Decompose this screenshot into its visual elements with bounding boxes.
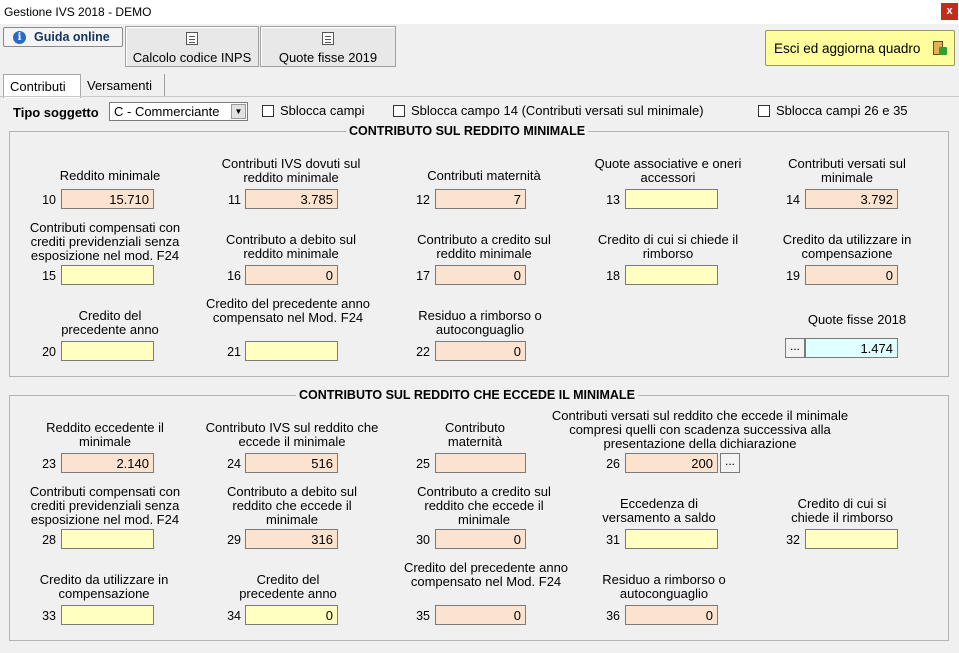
number-32: 32	[786, 533, 800, 547]
field-12[interactable]: 7	[435, 189, 526, 209]
field-20[interactable]	[61, 341, 154, 361]
calcolo-codice-inps-button[interactable]	[125, 26, 259, 67]
label-13: Quote associative e oneri accessori	[594, 156, 742, 185]
field-35[interactable]: 0	[435, 605, 526, 625]
number-34: 34	[227, 609, 241, 623]
field-10[interactable]: 15.710	[61, 189, 154, 209]
number-30: 30	[416, 533, 430, 547]
field-17[interactable]: 0	[435, 265, 526, 285]
label-14: Contributi versati sul minimale	[788, 156, 906, 185]
number-14: 14	[786, 193, 800, 207]
number-25: 25	[416, 457, 430, 471]
number-15: 15	[42, 269, 56, 283]
field-19[interactable]: 0	[805, 265, 898, 285]
label-17: Contributo a credito sul reddito minimale	[417, 232, 551, 261]
number-17: 17	[416, 269, 430, 283]
guida-online-button[interactable]	[3, 27, 123, 47]
number-36: 36	[606, 609, 620, 623]
group-eccede-title: CONTRIBUTO SUL REDDITO CHE ECCEDE IL MINIMALE	[296, 388, 638, 402]
tab-contributi[interactable]: Contributi	[3, 74, 81, 98]
exit-arrow-icon	[939, 47, 947, 55]
field-18[interactable]	[625, 265, 718, 285]
label-16: Contributo a debito sul reddito minimale	[225, 232, 357, 261]
field-15[interactable]	[61, 265, 154, 285]
field-11[interactable]: 3.785	[245, 189, 338, 209]
field-32[interactable]	[805, 529, 898, 549]
number-24: 24	[227, 457, 241, 471]
number-20: 20	[42, 345, 56, 359]
sblocca-campi-label: Sblocca campi	[280, 103, 365, 118]
label-20: Credito del precedente anno	[61, 308, 159, 337]
tipo-soggetto-select[interactable]	[109, 102, 248, 121]
number-31: 31	[606, 533, 620, 547]
guida-online-label: Guida online	[34, 30, 110, 44]
field-31[interactable]	[625, 529, 718, 549]
label-28: Contributi compensati con crediti previdenziali senza esposizione nel mod. F24	[29, 484, 181, 527]
number-23: 23	[42, 457, 56, 471]
sblocca-campo-14-checkbox[interactable]	[393, 105, 405, 117]
field-23[interactable]: 2.140	[61, 453, 154, 473]
number-12: 12	[416, 193, 430, 207]
number-29: 29	[227, 533, 241, 547]
quote-label: Quote fisse 2019	[278, 50, 378, 65]
number-22: 22	[416, 345, 430, 359]
label-33: Credito da utilizzare in compensazione	[39, 572, 169, 601]
number-13: 13	[606, 193, 620, 207]
number-21: 21	[227, 345, 241, 359]
label-36: Residuo a rimborso o autoconguaglio	[602, 572, 726, 601]
label-25: Contributo maternità	[445, 420, 505, 449]
label-35: Credito del precedente anno compensato nel Mod. F24	[403, 560, 569, 589]
field-25[interactable]	[435, 453, 526, 473]
tab-divider	[0, 96, 959, 97]
number-10: 10	[42, 193, 56, 207]
quote-fisse-2019-button[interactable]	[260, 26, 396, 67]
group-minimale-title: CONTRIBUTO SUL REDDITO MINIMALE	[346, 124, 588, 138]
number-35: 35	[416, 609, 430, 623]
label-19: Credito da utilizzare in compensazione	[782, 232, 912, 261]
label-12: Contributi maternità	[427, 168, 541, 183]
field-14[interactable]: 3.792	[805, 189, 898, 209]
calcolo-label: Calcolo codice INPS	[132, 50, 252, 65]
window-title: Gestione IVS 2018 - DEMO	[4, 5, 152, 19]
table-icon	[322, 32, 334, 45]
field-34[interactable]: 0	[245, 605, 338, 625]
field-29[interactable]: 316	[245, 529, 338, 549]
field-13[interactable]	[625, 189, 718, 209]
field-16[interactable]: 0	[245, 265, 338, 285]
sblocca-campo-14-label: Sblocca campo 14 (Contributi versati sul minimale)	[411, 103, 704, 118]
tipo-soggetto-label: Tipo soggetto	[13, 105, 99, 120]
field-33[interactable]	[61, 605, 154, 625]
label-23: Reddito eccedente il minimale	[46, 420, 164, 449]
info-icon: i	[13, 31, 26, 44]
tab-versamenti[interactable]: Versamenti	[81, 74, 165, 96]
field-30[interactable]: 0	[435, 529, 526, 549]
label-26: Contributi versati sul reddito che eccede il minimale compresi quelli con scadenza successiva alla presentazione della dichiarazione	[551, 408, 849, 451]
title-bar	[0, 0, 959, 24]
sblocca-campi-26-35-label: Sblocca campi 26 e 35	[776, 103, 908, 118]
label-32: Credito di cui si chiede il rimborso	[791, 496, 893, 525]
tipo-soggetto-value: C - Commerciante	[114, 104, 220, 119]
field-21[interactable]	[245, 341, 338, 361]
field-24[interactable]: 516	[245, 453, 338, 473]
quote-fisse-2018-button[interactable]: ...	[785, 338, 805, 358]
field-26-dots-button[interactable]: ...	[720, 453, 740, 473]
field-28[interactable]	[61, 529, 154, 549]
label-34: Credito del precedente anno	[239, 572, 337, 601]
label-29: Contributo a debito sul reddito che eccede il minimale	[226, 484, 358, 527]
label-quote-fisse-2018: Quote fisse 2018	[807, 312, 907, 327]
label-31: Eccedenza di versamento a saldo	[602, 496, 716, 525]
label-18: Credito di cui si chiede il rimborso	[597, 232, 739, 261]
close-button[interactable]: x	[941, 3, 958, 20]
esci-label: Esci ed aggiorna quadro	[774, 41, 921, 56]
number-16: 16	[227, 269, 241, 283]
number-11: 11	[228, 193, 241, 207]
document-search-icon	[186, 32, 198, 45]
label-22: Residuo a rimborso o autoconguaglio	[418, 308, 542, 337]
field-36[interactable]: 0	[625, 605, 718, 625]
label-11: Contributi IVS dovuti sul reddito minimale	[221, 156, 361, 185]
number-26: 26	[606, 457, 620, 471]
field-22[interactable]: 0	[435, 341, 526, 361]
field-quote-fisse-2018[interactable]: 1.474	[805, 338, 898, 358]
field-26[interactable]: 200	[625, 453, 718, 473]
label-24: Contributo IVS sul reddito che eccede il minimale	[205, 420, 379, 449]
sblocca-campi-checkbox[interactable]	[262, 105, 274, 117]
label-10: Reddito minimale	[59, 168, 161, 183]
number-18: 18	[606, 269, 620, 283]
chevron-down-icon[interactable]: ▼	[231, 104, 246, 119]
label-21: Credito del precedente anno compensato nel Mod. F24	[205, 296, 371, 325]
number-28: 28	[42, 533, 56, 547]
esci-aggiorna-button[interactable]	[765, 30, 955, 66]
sblocca-campi-26-35-checkbox[interactable]	[758, 105, 770, 117]
number-19: 19	[786, 269, 800, 283]
number-33: 33	[42, 609, 56, 623]
label-30: Contributo a credito sul reddito che eccede il minimale	[417, 484, 551, 527]
label-15: Contributi compensati con crediti previdenziali senza esposizione nel mod. F24	[29, 220, 181, 263]
